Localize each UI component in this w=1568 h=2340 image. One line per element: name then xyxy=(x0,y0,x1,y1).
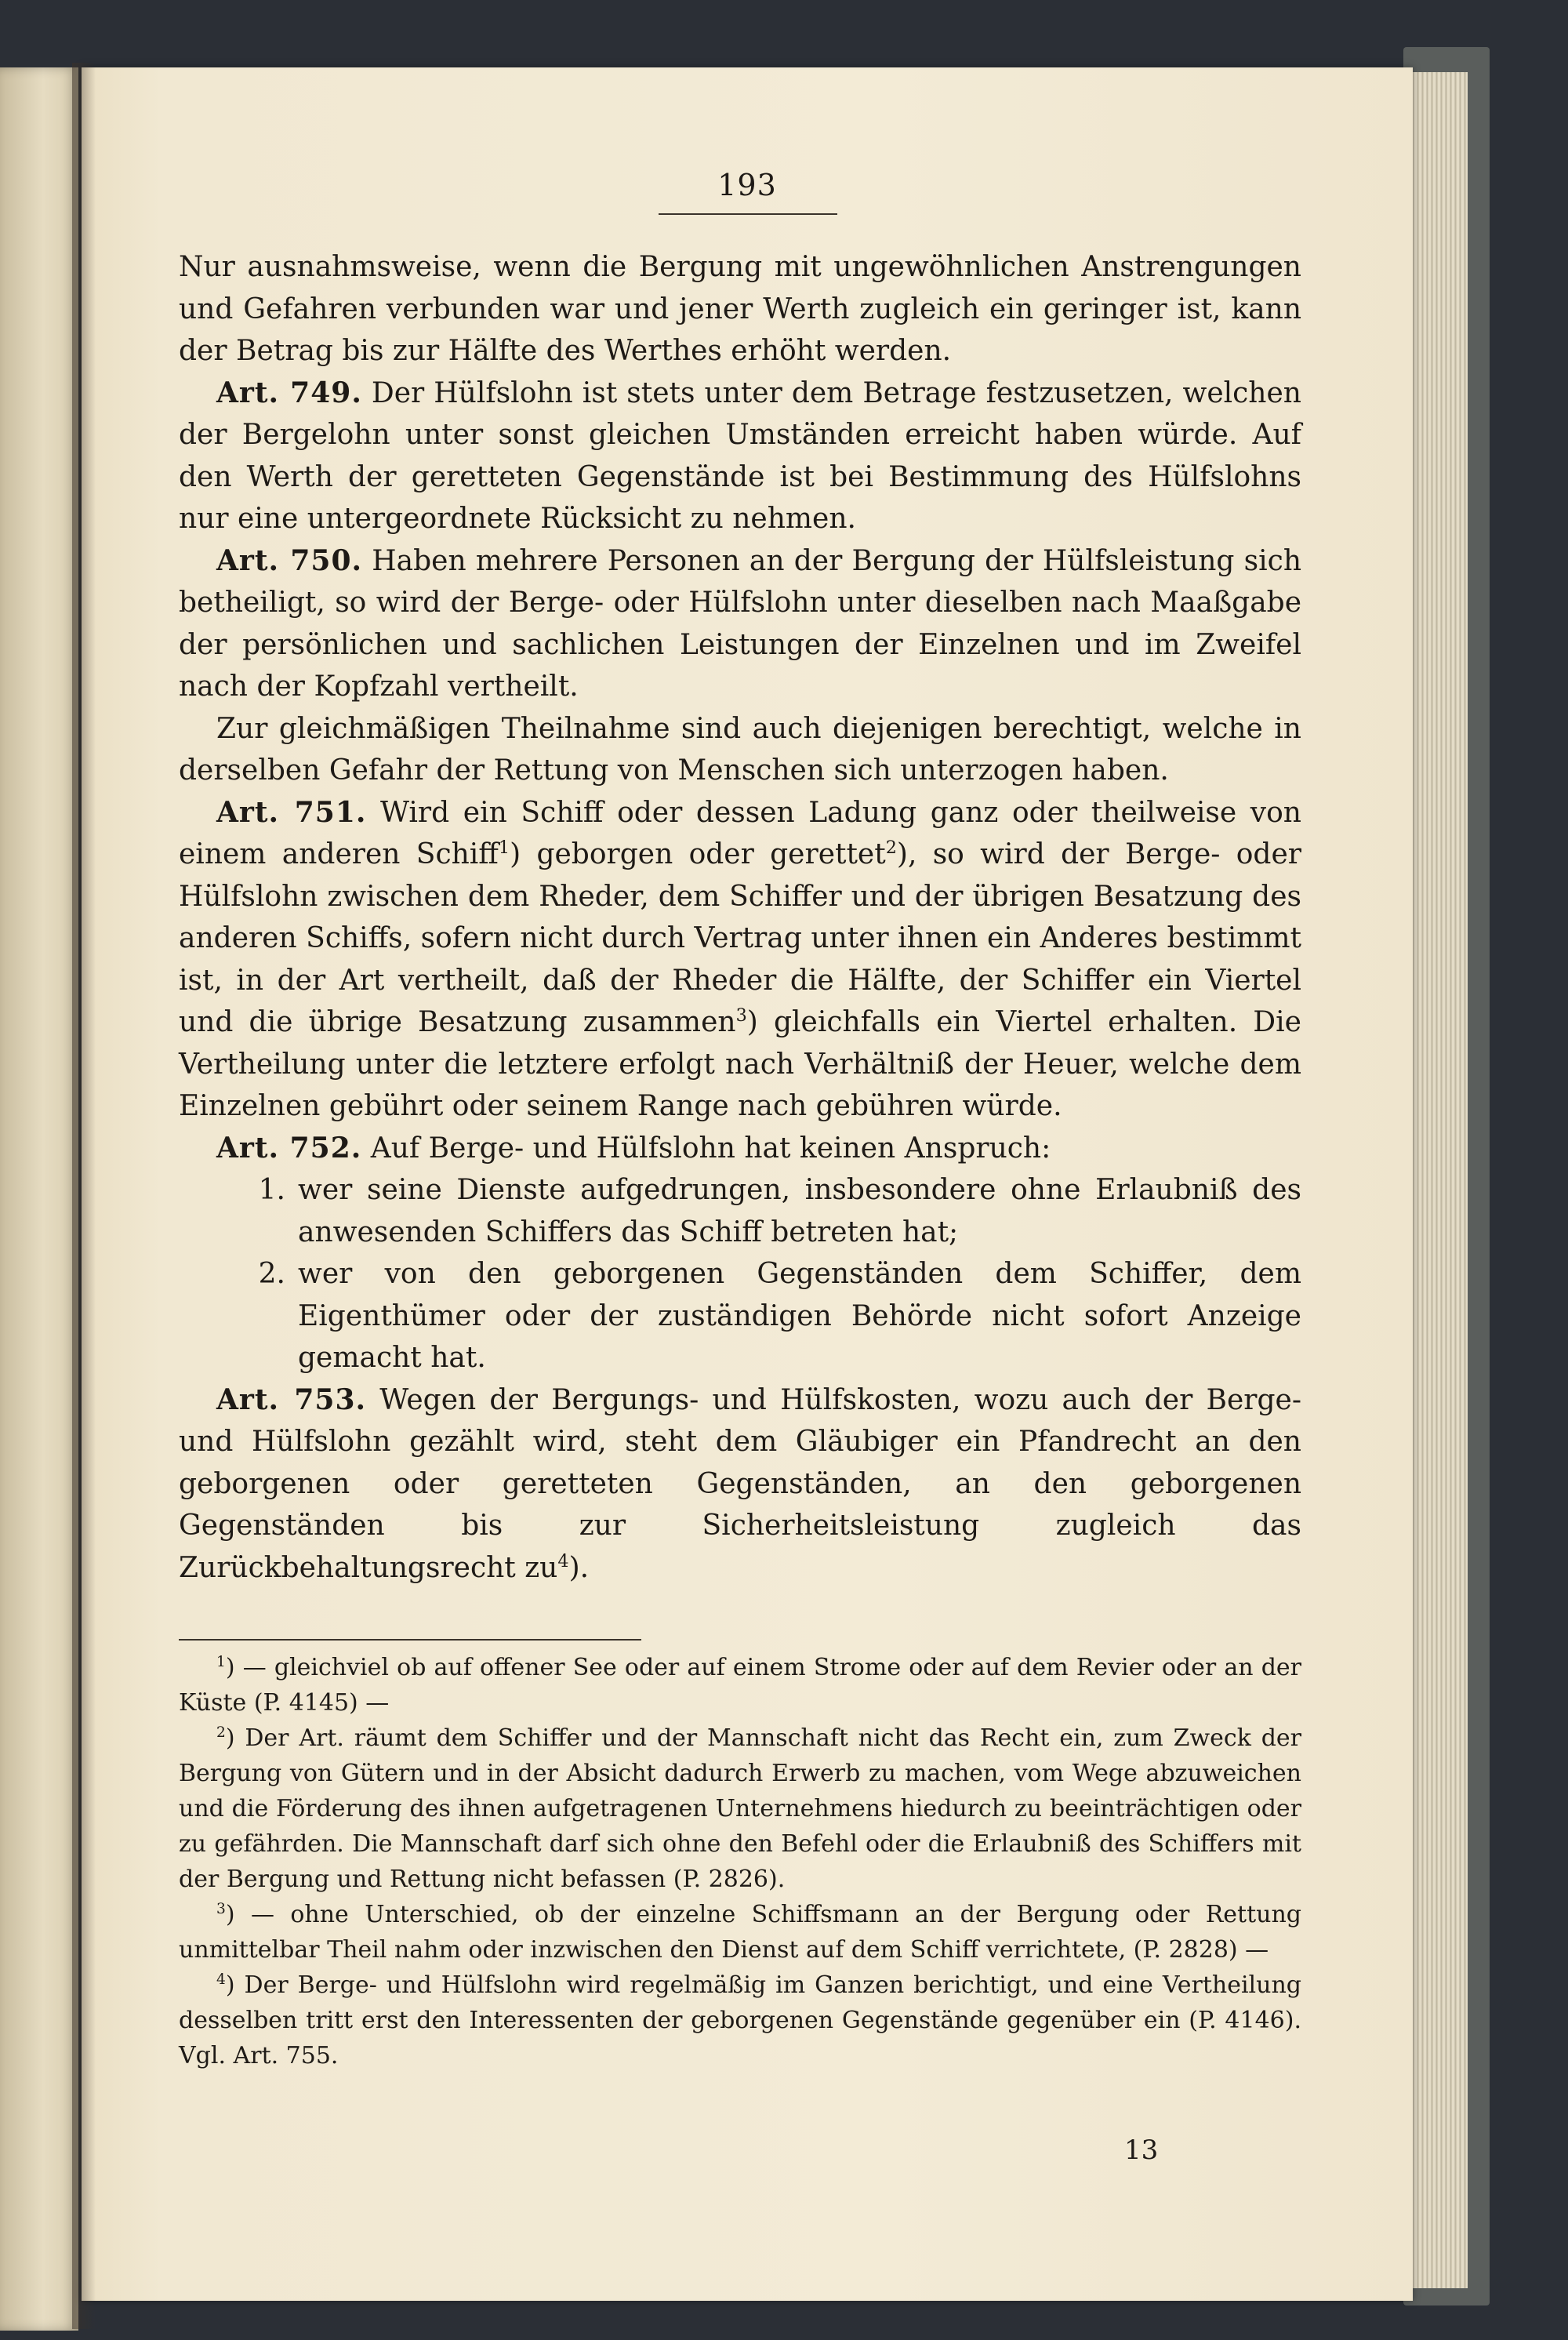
article-751 xyxy=(179,792,1301,1128)
footnote-mark: 2 xyxy=(216,1724,226,1741)
article-751-text: Wird ein Schiff oder dessen Ladung ganz oder theilweise von einem anderen Schiff xyxy=(179,796,1301,870)
article-753-label: Art. 753. xyxy=(216,1383,367,1416)
footnote-mark: 3 xyxy=(216,1901,226,1917)
footnote xyxy=(179,1650,1301,1720)
footnote-ref-1: 1 xyxy=(498,838,510,858)
list-item-text: wer von den geborgenen Gegenständen dem Schiffer, dem Eigenthümer oder der zuständigen Behörde nicht sofort Anzeige gemacht hat. xyxy=(298,1258,1301,1374)
footnote xyxy=(179,1720,1301,1897)
article-752-label: Art. 752. xyxy=(216,1131,362,1165)
article-751-label: Art. 751. xyxy=(216,795,367,829)
footnote-text: ) — ohne Unterschied, ob der einzelne Schiffsmann an der Bergung oder Rettung unmittelbar Theil nahm oder inzwischen den Dienst auf dem Schiff verrichtete, (P. 2828) — xyxy=(179,1901,1301,1964)
article-750-label: Art. 750. xyxy=(216,543,363,577)
facing-page-edge xyxy=(0,67,78,2331)
footnote-mark: 1 xyxy=(216,1654,226,1670)
page-number: 193 xyxy=(717,168,777,202)
list-item xyxy=(179,1253,1301,1379)
footnote-ref-4: 4 xyxy=(557,1550,569,1572)
article-752-text: Auf Berge- und Hülfslohn hat keinen Anspruch: xyxy=(370,1132,1051,1165)
footnote xyxy=(179,1968,1301,2073)
list-item-number: 1. xyxy=(258,1174,285,1206)
article-753-text: Wegen der Bergungs- und Hülfskosten, wozu auch der Berge- und Hülfslohn gezählt wird, steht dem Gläubiger ein Pfandrecht an den geborgenen oder geretteten Gegenständen, an den geborgenen Gegenständen bis zur Sicherheitsleistung zugleich das Zurückbehaltungsrecht zu xyxy=(179,1383,1301,1584)
footnote-text: ) Der Art. räumt dem Schiffer und der Mannschaft nicht das Recht ein, zum Zweck der Bergung von Gütern und in der Absicht dadurch Erwerb zu machen, vom Wege abzuweichen und die Förderung des ihnen aufgetragenen Unternehmens hiedurch zu beeinträchtigen oder zu gefährden. Die Mannschaft darf sich ohne den Befehl oder die Erlaubniß des Schiffers mit der Bergung und Rettung nicht befassen (P. 2826). xyxy=(179,1724,1301,1893)
article-753-end: ). xyxy=(568,1551,590,1584)
page-number-rule xyxy=(659,213,837,215)
list-item-text: wer seine Dienste aufgedrungen, insbesondere ohne Erlaubniß des anwesenden Schiffers das Schiff betreten hat; xyxy=(298,1174,1301,1248)
list-item-number: 2. xyxy=(258,1258,285,1290)
footnote-ref-3: 3 xyxy=(735,1005,747,1026)
article-749-label: Art. 749. xyxy=(216,376,362,409)
article-751-text: ), so wird der Berge- oder Hülfslohn zwischen dem Rheder, dem Schiffer und der übrigen Besatzung des anderen Schiffs, sofern nicht durch Vertrag unter ihnen ein Anderes bestimmt ist, in der Art vertheilt, daß der Rheder die Hälfte, der Schiffer ein Viertel und die übrige Besatzung zusammen xyxy=(179,838,1301,1038)
footnote-mark: 4 xyxy=(216,1971,226,1988)
footnote-text: ) — gleichviel ob auf offener See oder auf einem Strome oder auf dem Revier oder an der Küste (P. 4145) — xyxy=(179,1654,1301,1717)
list-item xyxy=(179,1169,1301,1253)
main-text xyxy=(179,246,1301,1589)
spine-shadow xyxy=(72,63,96,2329)
footnote xyxy=(179,1897,1301,1968)
signature-mark: 13 xyxy=(1124,2135,1159,2166)
footnote-rule xyxy=(179,1639,641,1641)
footnote-ref-2: 2 xyxy=(885,838,897,858)
article-749-text: Der Hülfslohn ist stets unter dem Betrage festzusetzen, welchen der Bergelohn unter sonst gleichen Umständen erreicht haben würde. Auf den Werth der geretteten Gegenstände ist bei Bestimmung des Hülfslohns nur eine untergeordnete Rücksicht zu nehmen. xyxy=(179,376,1301,535)
article-750 xyxy=(179,540,1301,708)
article-749 xyxy=(179,372,1301,540)
intro-paragraph: Nur ausnahmsweise, wenn die Bergung mit ungewöhnlichen Anstrengungen und Gefahren verbunden war und jener Werth zugleich ein geringer ist, kann der Betrag bis zur Hälfte des Werthes erhöht werden. xyxy=(179,251,1301,367)
footnotes xyxy=(179,1650,1301,2073)
article-751-text: ) gleichfalls ein Viertel erhalten. Die Vertheilung unter die letztere erfolgt nach Verhältniß der Heuer, welche dem Einzelnen gebührt oder seinem Range nach gebühren würde. xyxy=(179,1006,1301,1122)
article-753 xyxy=(179,1379,1301,1590)
article-751-text: ) geborgen oder gerettet xyxy=(510,838,886,870)
article-750-text: Haben mehrere Personen an der Bergung der Hülfsleistung sich betheiligt, so wird der Berge- oder Hülfslohn unter dieselben nach Maaßgabe der persönlichen und sachlichen Leistungen der Einzelnen und im Zweifel nach der Kopfzahl vertheilt. xyxy=(179,544,1302,703)
footnote-text: ) Der Berge- und Hülfslohn wird regelmäßig im Ganzen berichtigt, und eine Vertheilung desselben tritt erst den Interessenten der geborgenen Gegenstände gegenüber ein (P. 4146). Vgl. Art. 755. xyxy=(179,1971,1301,2069)
book-page xyxy=(82,67,1413,2301)
article-750-paragraph-2: Zur gleichmäßigen Theilnahme sind auch diejenigen berechtigt, welche in derselben Gefahr der Rettung von Menschen sich unterzogen haben. xyxy=(179,712,1301,787)
article-752 xyxy=(179,1128,1301,1170)
